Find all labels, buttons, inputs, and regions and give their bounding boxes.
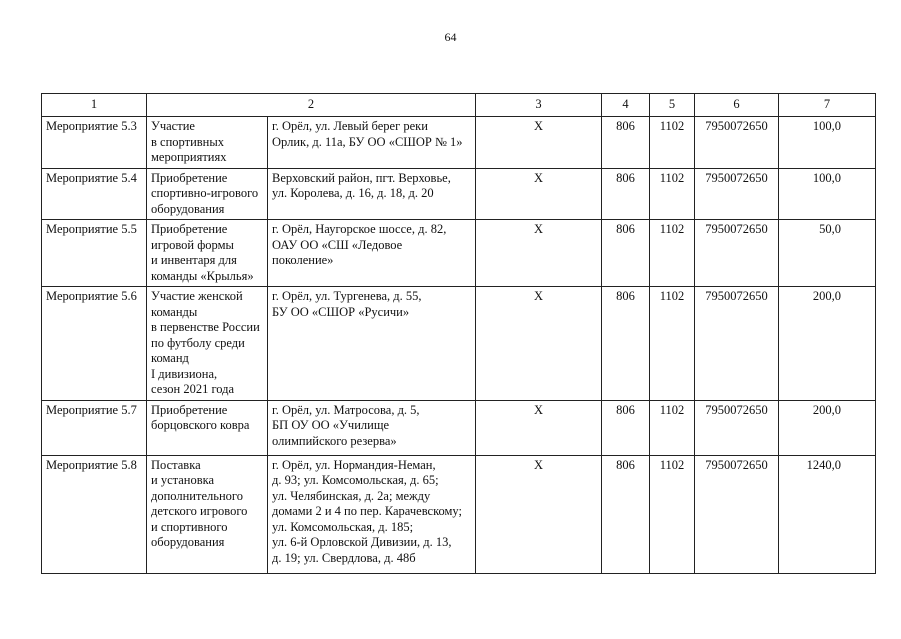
event-id-cell: Мероприятие 5.8 — [42, 455, 147, 573]
col4-cell: 806 — [602, 220, 650, 287]
event-name-cell — [147, 117, 268, 169]
event-name-line: и спортивного — [151, 519, 228, 534]
event-id-cell: Мероприятие 5.7 — [42, 400, 147, 455]
budget-table — [41, 93, 876, 574]
event-name-line: команды — [151, 304, 198, 319]
address-line: д. 19; ул. Свердлова, д. 48б — [272, 550, 416, 565]
address-cell — [268, 400, 476, 455]
header-col-4: 4 — [602, 94, 650, 117]
header-col-3: 3 — [476, 94, 602, 117]
address-cell — [268, 455, 476, 573]
col3-cell: Х — [476, 220, 602, 287]
event-name-line: оборудования — [151, 535, 225, 549]
event-name-line: в первенстве России — [151, 320, 260, 334]
amount-cell: 200,0 — [779, 287, 876, 401]
col6-cell: 7950072650 — [695, 117, 779, 169]
header-col-5: 5 — [650, 94, 695, 117]
event-name-line: Приобретение — [151, 222, 228, 236]
address-line: д. 93; ул. Комсомольская, д. 65; — [272, 473, 439, 487]
event-name-line: детского игрового — [151, 504, 248, 518]
event-name-line: Приобретение — [151, 170, 228, 185]
table-row — [42, 400, 876, 455]
event-name-line: сезон 2021 года — [151, 382, 235, 396]
event-id-cell: Мероприятие 5.3 — [42, 117, 147, 169]
header-col-7: 7 — [779, 94, 876, 117]
table-row — [42, 455, 876, 573]
col4-cell: 806 — [602, 455, 650, 573]
header-col-1: 1 — [42, 94, 147, 117]
col3-cell: Х — [476, 287, 602, 401]
col3-cell: Х — [476, 117, 602, 169]
col6-cell: 7950072650 — [695, 168, 779, 220]
event-name-line: борцовского ковра — [151, 418, 250, 432]
address-cell — [268, 117, 476, 169]
address-line: г. Орёл, Наугорское шоссе, д. 82, — [272, 222, 447, 236]
table-row — [42, 168, 876, 220]
address-line: г. Орёл, ул. Нормандия-Неман, — [272, 457, 436, 472]
event-name-line: мероприятиях — [151, 150, 227, 164]
event-name-cell — [147, 455, 268, 573]
event-name-line: и установка — [151, 473, 215, 487]
event-name-line: команды «Крылья» — [151, 268, 254, 283]
event-name-line: спортивно-игрового — [151, 186, 259, 200]
event-name-line: I дивизиона, — [151, 366, 218, 381]
col4-cell: 806 — [602, 168, 650, 220]
address-line: БУ ОО «СШОР «Русичи» — [272, 304, 410, 319]
col3-cell: Х — [476, 455, 602, 573]
col3-cell: Х — [476, 168, 602, 220]
address-cell — [268, 287, 476, 401]
address-cell — [268, 168, 476, 220]
address-line: Орлик, д. 11а, БУ ОО «СШОР № 1» — [272, 134, 463, 149]
col6-cell: 7950072650 — [695, 400, 779, 455]
event-name-line: дополнительного — [151, 488, 243, 503]
col3-cell: Х — [476, 400, 602, 455]
address-line: ОАУ ОО «СШ «Ледовое — [272, 237, 403, 252]
address-line: г. Орёл, ул. Тургенева, д. 55, — [272, 289, 422, 303]
event-name-line: Поставка — [151, 457, 201, 472]
address-line: поколение» — [272, 253, 334, 267]
address-line: БП ОУ ОО «Училище — [272, 418, 389, 432]
col6-cell: 7950072650 — [695, 220, 779, 287]
col6-cell: 7950072650 — [695, 287, 779, 401]
event-name-cell — [147, 287, 268, 401]
header-col-6: 6 — [695, 94, 779, 117]
col4-cell: 806 — [602, 400, 650, 455]
col5-cell: 1102 — [650, 168, 695, 220]
event-name-line: Участие — [151, 119, 195, 133]
page-number: 64 — [444, 30, 457, 44]
event-name-cell — [147, 168, 268, 220]
address-line: олимпийского резерва» — [272, 433, 397, 448]
address-line: ул. Комсомольская, д. 185; — [272, 519, 414, 534]
event-name-line: Приобретение — [151, 402, 228, 417]
amount-cell: 100,0 — [779, 117, 876, 169]
address-line: г. Орёл, ул. Левый берег реки — [272, 119, 428, 133]
event-name-line: в спортивных — [151, 134, 224, 149]
header-col-2: 2 — [147, 94, 476, 117]
amount-cell: 200,0 — [779, 400, 876, 455]
table-row — [42, 117, 876, 169]
event-name-cell — [147, 400, 268, 455]
event-name-line: и инвентаря для — [151, 253, 237, 267]
col5-cell: 1102 — [650, 220, 695, 287]
event-name-line: по футболу среди — [151, 335, 245, 350]
col6-cell: 7950072650 — [695, 455, 779, 573]
amount-cell: 1240,0 — [779, 455, 876, 573]
address-line: домами 2 и 4 по пер. Карачевскому; — [272, 504, 462, 518]
event-name-line: игровой формы — [151, 237, 234, 252]
col4-cell: 806 — [602, 287, 650, 401]
address-line: ул. 6-й Орловской Дивизии, д. 13, — [272, 535, 452, 549]
address-line: ул. Челябинская, д. 2а; между — [272, 488, 431, 503]
amount-cell: 50,0 — [779, 220, 876, 287]
event-name-cell — [147, 220, 268, 287]
event-name-line: оборудования — [151, 201, 225, 216]
col5-cell: 1102 — [650, 455, 695, 573]
event-name-line: команд — [151, 351, 189, 365]
table-row — [42, 287, 876, 401]
amount-cell: 100,0 — [779, 168, 876, 220]
address-cell — [268, 220, 476, 287]
col5-cell: 1102 — [650, 287, 695, 401]
address-line: Верховский район, пгт. Верховье, — [272, 170, 451, 185]
table-body — [42, 117, 876, 574]
event-name-line: Участие женской — [151, 289, 243, 303]
event-id-cell: Мероприятие 5.4 — [42, 168, 147, 220]
event-id-cell: Мероприятие 5.6 — [42, 287, 147, 401]
col5-cell: 1102 — [650, 117, 695, 169]
header-row — [42, 94, 876, 117]
col5-cell: 1102 — [650, 400, 695, 455]
table-row — [42, 220, 876, 287]
address-line: ул. Королева, д. 16, д. 18, д. 20 — [272, 186, 434, 200]
col4-cell: 806 — [602, 117, 650, 169]
address-line: г. Орёл, ул. Матросова, д. 5, — [272, 402, 420, 417]
event-id-cell: Мероприятие 5.5 — [42, 220, 147, 287]
